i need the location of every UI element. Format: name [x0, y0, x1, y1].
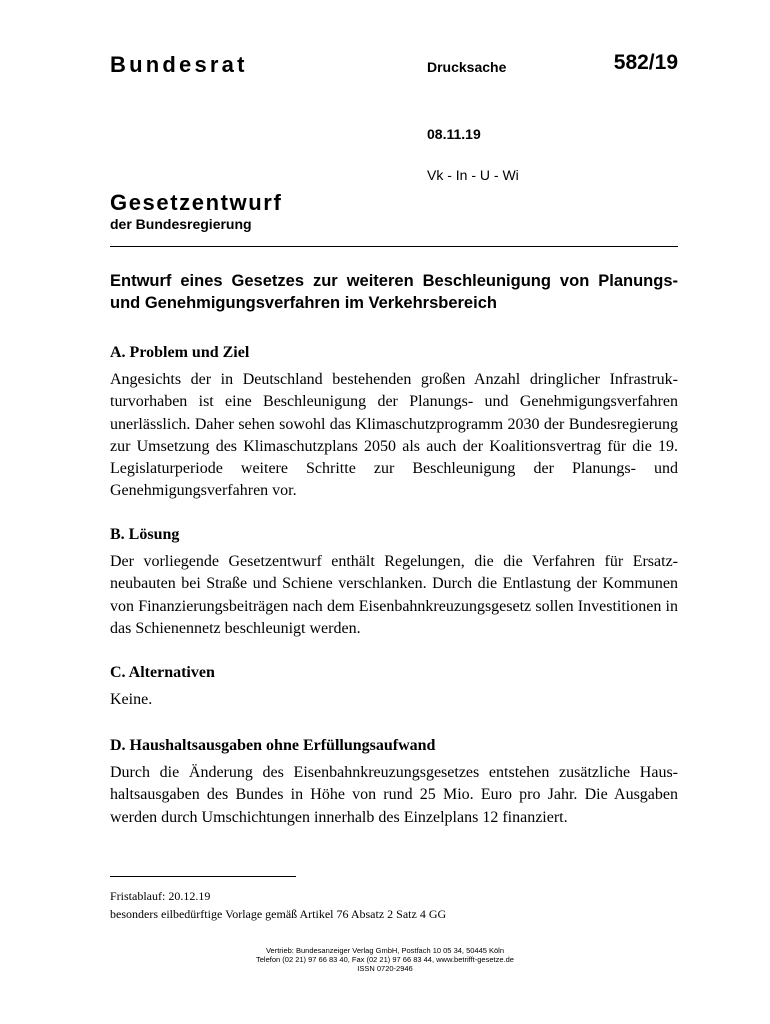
section-heading-alternatives: C. Alternativen	[110, 664, 215, 681]
section-body-alternatives: Keine.	[110, 691, 153, 708]
document-type: Gesetzentwurf	[110, 190, 283, 215]
footnote-divider	[110, 876, 296, 877]
imprint-contact: Telefon (02 21) 97 66 83 40, Fax (02 21) 97 66 83 44, www.betrifft-gesetze.de	[256, 955, 514, 964]
imprint-issn: ISSN 0720-2946	[357, 964, 413, 973]
imprint-distribution: Vertrieb: Bundesanzeiger Verlag GmbH, Postfach 10 05 34, 50445 Köln	[265, 946, 505, 955]
section-body-solution: Der vorliegende Gesetzentwurf enthält Regelungen, die die Verfahren für Ersatzneubauten bei Straße und Schiene verschlanken. Durch die Entlastung der Kommunen von Finanzierungsbeiträgen nach dem Eisenbahnkreuzungsgesetz sollen Investitionen in das Schienennetz beschleunigt werden.	[110, 553, 678, 637]
drucksache-number: 582/19	[613, 51, 678, 74]
document-author: der Bundesregierung	[110, 216, 252, 232]
section-heading-budget: D. Haushaltsausgaben ohne Erfüllungsaufwand	[110, 737, 436, 754]
section-heading-problem: A. Problem und Ziel	[110, 344, 250, 361]
organization-name: Bundesrat	[110, 52, 248, 77]
bill-title: Entwurf eines Gesetzes zur weiteren Beschleunigung von Planungs- und Genehmigungsverfahren im Verkehrsbereich	[110, 272, 678, 312]
section-body-problem: Angesichts der in Deutschland bestehenden großen Anzahl dringlicher Infrastrukturvorhaben ist eine Beschleunigung der Planungs- und Genehmigungsverfahren unerlässlich. Daher sehen sowohl das Klimaschutzprogramm 2030 der Bundesregierung zur Umsetzung des Klimaschutzplans 2050 als auch der Koalitionsvertrag für die 19. Legislaturperiode weitere Schritte zur Beschleunigung der Planungs- und Genehmigungsverfahren vor.	[110, 371, 678, 500]
footnote-deadline: Fristablauf: 20.12.19	[110, 889, 211, 903]
committee-list: Vk - In - U - Wi	[427, 167, 519, 183]
section-heading-solution: B. Lösung	[110, 526, 180, 543]
document-date: 08.11.19	[427, 126, 481, 142]
drucksache-label: Drucksache	[427, 59, 507, 75]
section-body-budget: Durch die Änderung des Eisenbahnkreuzungsgesetzes entstehen zusätzliche Haushaltsausgaben des Bundes in Höhe von rund 25 Mio. Euro pro Jahr. Die Ausgaben werden durch Umschichtungen innerhalb des Einzelplans 12 finanziert.	[110, 764, 678, 826]
header-divider	[110, 246, 678, 247]
footnote-urgency-note: besonders eilbedürftige Vorlage gemäß Artikel 76 Absatz 2 Satz 4 GG	[110, 907, 447, 921]
